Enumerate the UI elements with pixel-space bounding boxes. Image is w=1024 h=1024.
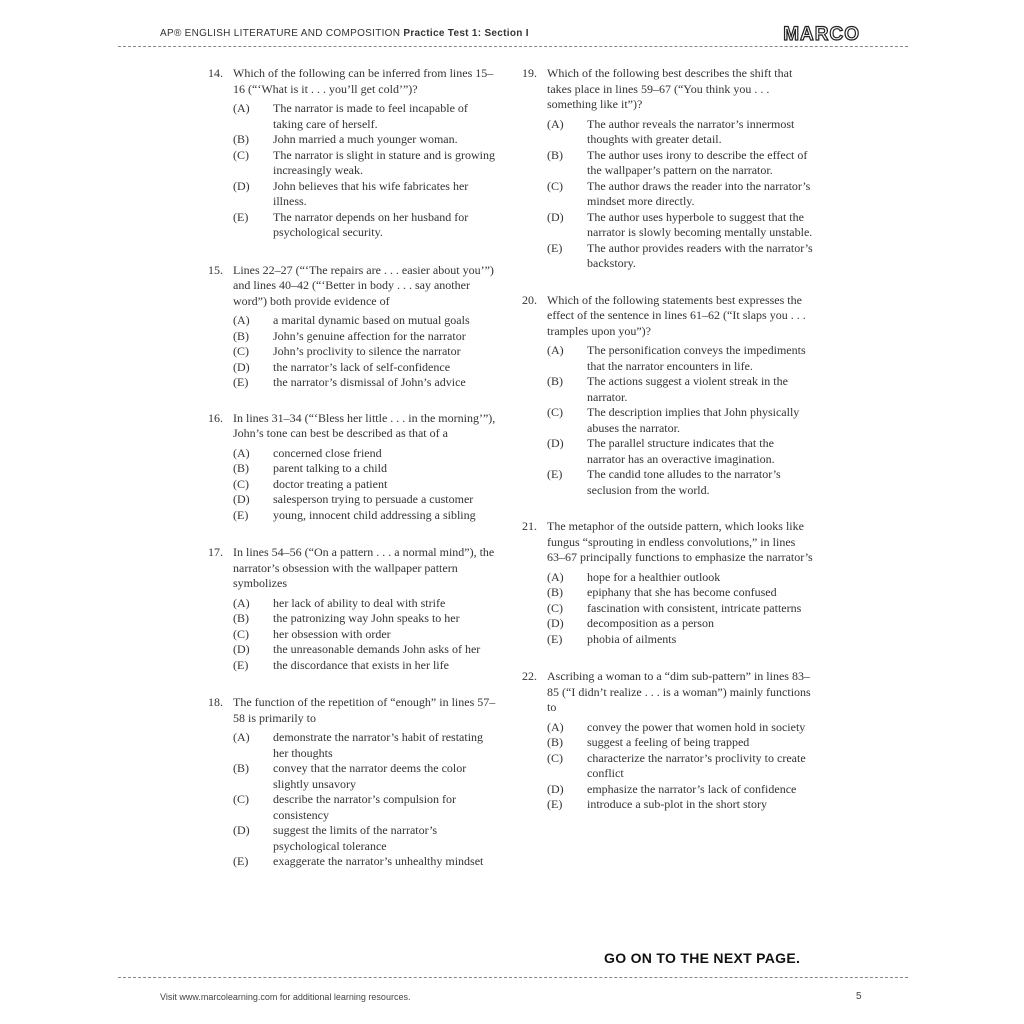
question-stem: The function of the repetition of “enough” in lines 57–58 is primarily to: [233, 695, 496, 725]
option-letter: (A): [233, 595, 250, 610]
answer-option: [547, 241, 814, 272]
answer-option: [547, 343, 814, 374]
option-letter: (C): [233, 476, 249, 491]
option-text: the narrator’s dismissal of John’s advice: [273, 375, 466, 389]
answer-option: [233, 823, 500, 854]
footer-divider: [118, 977, 908, 978]
question-number: 22.: [522, 669, 537, 683]
option-letter: (D): [233, 492, 250, 506]
option-letter: (D): [547, 781, 564, 796]
answer-option: [547, 632, 814, 648]
option-letter: (D): [233, 359, 250, 374]
answer-option: [547, 436, 814, 467]
answer-options: [233, 446, 500, 524]
option-letter: (B): [547, 585, 563, 599]
answer-option: [233, 627, 500, 643]
question-stem: Which of the following statements best expresses the effect of the sentence in lines 61–62 (“It slaps you . . . tramples upon you”)?: [547, 292, 806, 338]
answer-option: [547, 782, 814, 798]
option-letter: (E): [233, 854, 249, 868]
option-letter: (A): [233, 445, 250, 460]
option-text: The author provides readers with the narrator’s backstory.: [587, 240, 813, 270]
answer-option: [233, 596, 500, 612]
answer-option: [547, 148, 814, 179]
answer-options: [233, 101, 500, 241]
option-letter: (B): [233, 328, 249, 343]
option-letter: (E): [547, 797, 563, 811]
option-text: The author uses irony to describe the effect of the wallpaper’s pattern on the narrator.: [587, 147, 808, 177]
option-text: John’s proclivity to silence the narrator: [273, 344, 461, 358]
answer-option: [547, 210, 814, 241]
option-letter: (D): [547, 436, 564, 450]
option-letter: (B): [547, 735, 563, 749]
option-letter: (D): [233, 823, 250, 837]
option-text: hope for a healthier outlook: [587, 569, 721, 584]
answer-option: [547, 601, 814, 617]
option-text: a marital dynamic based on mutual goals: [273, 313, 470, 327]
answer-option: [233, 792, 500, 823]
answer-option: [547, 585, 814, 601]
answer-option: [233, 730, 500, 761]
option-letter: (C): [233, 626, 249, 641]
question-stem: In lines 54–56 (“On a pattern . . . a normal mind”), the narrator’s obsession with the wallpaper pattern symbolizes: [233, 545, 495, 590]
option-text: the narrator’s lack of self-confidence: [273, 359, 451, 374]
answer-option: [233, 461, 500, 477]
option-text: doctor treating a patient: [273, 476, 388, 491]
answer-option: [547, 467, 814, 498]
option-text: exaggerate the narrator’s unhealthy mindset: [273, 854, 484, 868]
option-text: John believes that his wife fabricates her illness.: [273, 178, 469, 208]
answer-option: [233, 210, 500, 241]
option-letter: (C): [233, 147, 249, 162]
option-text: concerned close friend: [273, 445, 382, 460]
option-letter: (A): [233, 730, 250, 744]
question-19: [522, 66, 814, 272]
marco-logo: MARCO: [783, 24, 860, 45]
option-text: convey the power that women hold in society: [587, 719, 806, 734]
option-text: fascination with consistent, intricate patterns: [587, 600, 802, 615]
answer-option: [233, 658, 500, 674]
option-text: her lack of ability to deal with strife: [273, 595, 446, 610]
question-stem: Ascribing a woman to a “dim sub-pattern” in lines 83–85 (“I didn’t realize . . . is a woman”) mainly functions to: [547, 669, 811, 714]
question-17: [208, 545, 500, 673]
option-letter: (B): [233, 761, 249, 775]
question-14: [208, 66, 500, 241]
option-letter: (A): [547, 116, 564, 131]
option-text: phobia of ailments: [587, 631, 677, 646]
answer-option: [233, 148, 500, 179]
question-stem: In lines 31–34 (“‘Bless her little . . . in the morning’”), John’s tone can best be described as that of a: [233, 410, 496, 440]
option-letter: (D): [547, 616, 564, 630]
answer-options: [547, 343, 814, 498]
answer-options: [547, 117, 814, 272]
option-letter: (C): [547, 600, 563, 615]
answer-option: [233, 446, 500, 462]
option-text: suggest the limits of the narrator’s psychological tolerance: [273, 823, 438, 853]
answer-option: [547, 117, 814, 148]
footer-resources-text: Visit www.marcolearning.com for additional learning resources.: [160, 992, 411, 1002]
option-letter: (A): [233, 313, 250, 327]
option-text: convey that the narrator deems the color slightly unsavory: [273, 761, 467, 791]
answer-options: [233, 596, 500, 674]
option-letter: (D): [547, 209, 564, 224]
option-text: the discordance that exists in her life: [273, 657, 449, 672]
right-question-column: [522, 66, 814, 813]
option-letter: (E): [547, 467, 563, 481]
question-number: 19.: [522, 66, 537, 80]
option-letter: (B): [233, 461, 249, 475]
question-number: 15.: [208, 262, 223, 277]
answer-option: [547, 797, 814, 813]
answer-option: [233, 344, 500, 360]
option-letter: (A): [547, 569, 564, 584]
option-letter: (E): [233, 209, 249, 224]
answer-options: [547, 570, 814, 648]
question-number: 21.: [522, 519, 537, 533]
option-letter: (A): [547, 343, 564, 357]
option-text: introduce a sub-plot in the short story: [587, 797, 767, 811]
question-stem: The metaphor of the outside pattern, which looks like fungus “sprouting in endless convolutions,” in lines 63–67 principally functions to emphasize the narrator’s: [547, 519, 813, 564]
answer-option: [233, 611, 500, 627]
answer-option: [233, 313, 500, 329]
option-letter: (C): [547, 405, 563, 419]
answer-options: [233, 730, 500, 870]
option-letter: (D): [233, 642, 250, 656]
option-letter: (A): [547, 719, 564, 734]
header-divider: [118, 46, 908, 47]
answer-option: [233, 477, 500, 493]
answer-option: [233, 329, 500, 345]
option-letter: (C): [233, 344, 249, 358]
answer-option: [547, 735, 814, 751]
question-stem: Which of the following can be inferred from lines 15–16 (“‘What is it . . . you’ll get cold’”)?: [233, 66, 494, 96]
option-letter: (E): [547, 631, 563, 646]
option-letter: (C): [547, 178, 563, 193]
question-15: [208, 263, 500, 391]
answer-option: [547, 374, 814, 405]
answer-option: [547, 751, 814, 782]
answer-option: [547, 405, 814, 436]
answer-option: [233, 492, 500, 508]
option-letter: (B): [547, 147, 563, 162]
answer-option: [233, 642, 500, 658]
question-stem: Lines 22–27 (“‘The repairs are . . . easier about you’”) and lines 40–42 (“‘Better in body . . . say another word”) both provide evidence of: [233, 262, 494, 308]
answer-options: [547, 720, 814, 813]
course-title: [160, 28, 529, 39]
option-text: the unreasonable demands John asks of her: [273, 642, 481, 656]
option-text: The personification conveys the impediments that the narrator encounters in life.: [587, 343, 806, 373]
question-number: 16.: [208, 410, 223, 425]
go-on-next-page: GO ON TO THE NEXT PAGE.: [604, 950, 801, 966]
option-text: The author uses hyperbole to suggest that the narrator is slowly becoming mentally unstable.: [587, 209, 813, 239]
option-text: The author reveals the narrator’s innermost thoughts with greater detail.: [587, 116, 795, 146]
question-number: 14.: [208, 66, 223, 80]
answer-option: [233, 360, 500, 376]
question-20: [522, 293, 814, 499]
option-letter: (E): [233, 507, 249, 522]
answer-option: [547, 179, 814, 210]
test-section: Practice Test 1: Section I: [403, 28, 529, 39]
question-number: 20.: [522, 292, 537, 307]
page-header: [160, 24, 860, 46]
answer-option: [233, 132, 500, 148]
left-question-column: [208, 66, 500, 870]
course-name: AP® ENGLISH LITERATURE AND COMPOSITION: [160, 28, 401, 39]
option-text: young, innocent child addressing a sibling: [273, 507, 476, 522]
option-text: the patronizing way John speaks to her: [273, 611, 460, 625]
option-text: The author draws the reader into the narrator’s mindset more directly.: [587, 178, 811, 208]
answer-option: [233, 854, 500, 870]
question-number: 17.: [208, 545, 223, 559]
option-letter: (E): [547, 240, 563, 255]
question-22: [522, 669, 814, 813]
option-text: The parallel structure indicates that the narrator has an overactive imagination.: [587, 436, 775, 466]
option-text: parent talking to a child: [273, 461, 387, 475]
option-text: describe the narrator’s compulsion for consistency: [273, 792, 457, 822]
option-letter: (C): [547, 750, 563, 765]
option-letter: (B): [233, 611, 249, 625]
option-letter: (E): [233, 657, 249, 672]
option-text: The narrator is slight in stature and is growing increasingly weak.: [273, 147, 495, 177]
answer-option: [233, 101, 500, 132]
option-text: salesperson trying to persuade a customer: [273, 492, 474, 506]
option-text: decomposition as a person: [587, 616, 714, 630]
question-number: 18.: [208, 695, 223, 709]
answer-option: [547, 570, 814, 586]
answer-option: [233, 761, 500, 792]
option-text: emphasize the narrator’s lack of confidence: [587, 781, 797, 796]
answer-option: [233, 508, 500, 524]
option-letter: (B): [547, 374, 563, 388]
option-text: The candid tone alludes to the narrator’s seclusion from the world.: [587, 467, 781, 497]
option-text: The actions suggest a violent streak in the narrator.: [587, 374, 788, 404]
option-text: John’s genuine affection for the narrator: [273, 328, 466, 343]
option-letter: (B): [233, 132, 249, 146]
answer-options: [233, 313, 500, 391]
option-letter: (D): [233, 178, 250, 193]
question-16: [208, 411, 500, 524]
option-text: The narrator is made to feel incapable of taking care of herself.: [273, 101, 468, 131]
option-text: John married a much younger woman.: [273, 132, 458, 146]
option-letter: (C): [233, 792, 249, 806]
page-number: 5: [856, 991, 862, 1002]
option-letter: (A): [233, 101, 250, 115]
answer-option: [547, 616, 814, 632]
option-text: her obsession with order: [273, 626, 391, 641]
option-text: The narrator depends on her husband for psychological security.: [273, 209, 469, 239]
answer-option: [233, 375, 500, 391]
option-text: The description implies that John physically abuses the narrator.: [587, 405, 800, 435]
question-21: [522, 519, 814, 647]
answer-option: [233, 179, 500, 210]
option-letter: (E): [233, 375, 249, 389]
option-text: characterize the narrator’s proclivity to create conflict: [587, 750, 806, 780]
answer-option: [547, 720, 814, 736]
option-text: suggest a feeling of being trapped: [587, 735, 750, 749]
option-text: epiphany that she has become confused: [587, 585, 777, 599]
question-stem: Which of the following best describes the shift that takes place in lines 59–67 (“You think you . . . something like it”)?: [547, 66, 793, 111]
question-18: [208, 695, 500, 870]
option-text: demonstrate the narrator’s habit of restating her thoughts: [273, 730, 484, 760]
